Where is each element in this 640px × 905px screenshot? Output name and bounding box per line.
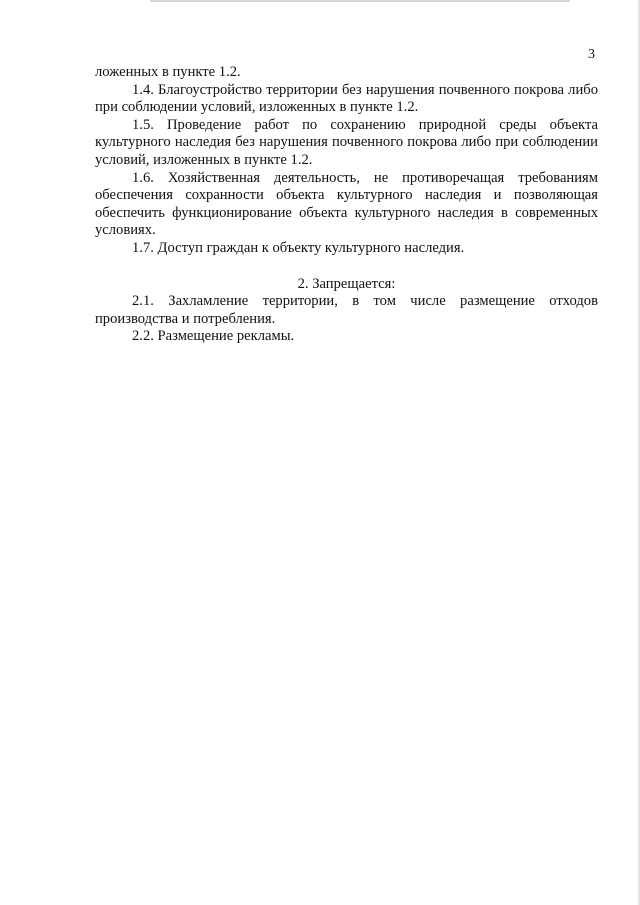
paragraph-1-5: 1.5. Проведение работ по сохранению природной среды объекта культурного наследия без нарушения почвенного покрова либо при соблюдении условий, изложенных в пункте 1.2. xyxy=(95,116,598,168)
paragraph-1-4: 1.4. Благоустройство территории без нарушения почвенного покрова либо при соблюдении условий, изложенных в пункте 1.2. xyxy=(95,81,598,116)
page-number: 3 xyxy=(588,47,595,62)
paragraph-2-2: 2.2. Размещение рекламы. xyxy=(132,328,295,345)
paragraph-1-7: 1.7. Доступ граждан к объекту культурного наследия. xyxy=(132,239,465,256)
section-2-title: 2. Запрещается: xyxy=(297,275,396,292)
paragraph-2-1: 2.1. Захламление территории, в том числе размещение отходов производства и потребления. xyxy=(95,293,598,327)
paragraph-1-6: 1.6. Хозяйственная деятельность, не противоречащая требованиям обеспечения сохранности объекта культурного наследия и позволяющая обеспечить функционирование объекта культурного наследия в современных условиях. xyxy=(95,169,598,239)
scan-edge-top xyxy=(150,0,570,2)
document-body xyxy=(95,64,598,346)
paragraph-continuation: ложенных в пункте 1.2. xyxy=(95,64,241,80)
